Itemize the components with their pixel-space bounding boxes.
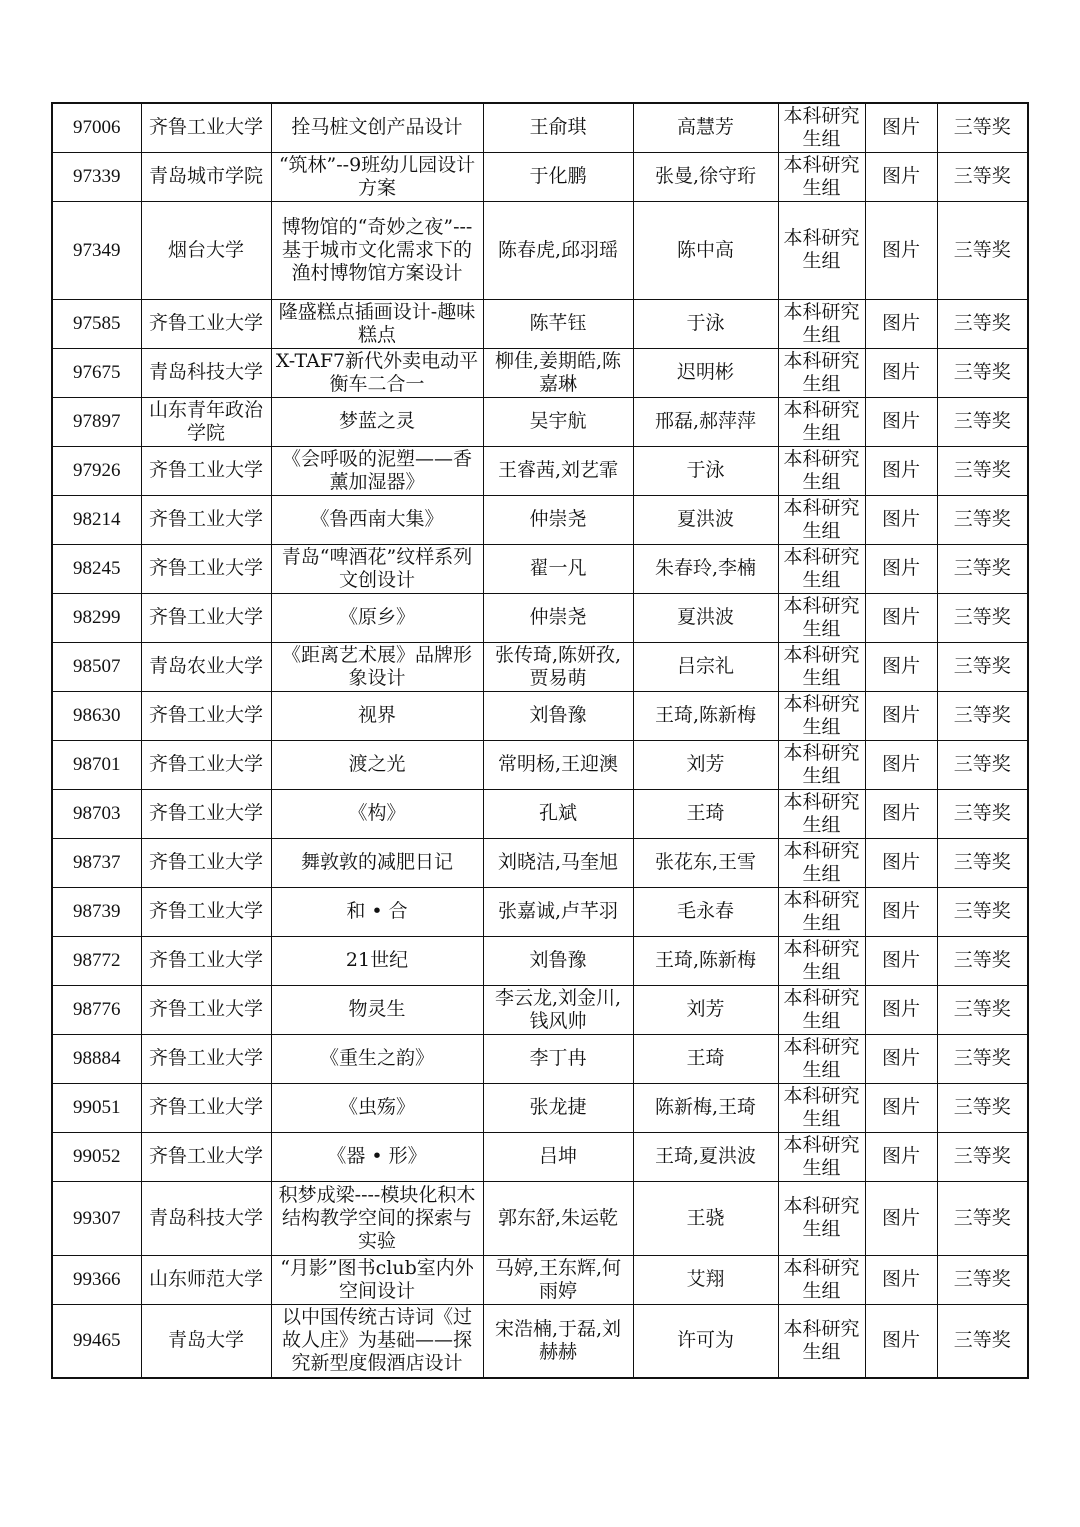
group: 本科研究生组 — [778, 789, 865, 838]
category: 图片 — [865, 1083, 937, 1132]
entry-id: 99052 — [52, 1132, 141, 1181]
category: 图片 — [865, 348, 937, 397]
school-name: 青岛科技大学 — [141, 348, 271, 397]
entry-id: 98703 — [52, 789, 141, 838]
entry-id: 99307 — [52, 1181, 141, 1255]
category: 图片 — [865, 152, 937, 201]
school-name: 齐鲁工业大学 — [141, 1034, 271, 1083]
category: 图片 — [865, 985, 937, 1034]
entry-id: 98299 — [52, 593, 141, 642]
entry-id: 97897 — [52, 397, 141, 446]
authors: 吴宇航 — [483, 397, 633, 446]
table-row — [52, 740, 1028, 789]
entry-id: 98507 — [52, 642, 141, 691]
entry-id: 97349 — [52, 201, 141, 299]
work-title: “月影”图书club室内外空间设计 — [271, 1255, 483, 1304]
awards-table-body — [52, 103, 1028, 1378]
group: 本科研究生组 — [778, 887, 865, 936]
table-row — [52, 1083, 1028, 1132]
entry-id: 98701 — [52, 740, 141, 789]
table-row — [52, 593, 1028, 642]
table-row — [52, 1034, 1028, 1083]
work-title: 《原乡》 — [271, 593, 483, 642]
work-title: 《器 • 形》 — [271, 1132, 483, 1181]
category: 图片 — [865, 397, 937, 446]
work-title: 《鲁西南大集》 — [271, 495, 483, 544]
table-row — [52, 691, 1028, 740]
advisor: 迟明彬 — [633, 348, 778, 397]
authors: 陈芊钰 — [483, 299, 633, 348]
group: 本科研究生组 — [778, 838, 865, 887]
award: 三等奖 — [937, 887, 1028, 936]
work-title: 21世纪 — [271, 936, 483, 985]
advisor: 王琦,夏洪波 — [633, 1132, 778, 1181]
category: 图片 — [865, 593, 937, 642]
category: 图片 — [865, 1304, 937, 1378]
table-row — [52, 1132, 1028, 1181]
group: 本科研究生组 — [778, 397, 865, 446]
award: 三等奖 — [937, 593, 1028, 642]
category: 图片 — [865, 838, 937, 887]
advisor: 王琦 — [633, 789, 778, 838]
category: 图片 — [865, 446, 937, 495]
table-row — [52, 936, 1028, 985]
table-row — [52, 544, 1028, 593]
advisor: 陈中高 — [633, 201, 778, 299]
table-row — [52, 348, 1028, 397]
work-title: 《会呼吸的泥塑——香薰加湿器》 — [271, 446, 483, 495]
work-title: 以中国传统古诗词《过故人庄》为基础——探究新型度假酒店设计 — [271, 1304, 483, 1378]
award: 三等奖 — [937, 1181, 1028, 1255]
entry-id: 97926 — [52, 446, 141, 495]
award: 三等奖 — [937, 936, 1028, 985]
school-name: 齐鲁工业大学 — [141, 887, 271, 936]
award: 三等奖 — [937, 152, 1028, 201]
award: 三等奖 — [937, 1034, 1028, 1083]
table-row — [52, 642, 1028, 691]
table-row — [52, 397, 1028, 446]
authors: 刘晓洁,马奎旭 — [483, 838, 633, 887]
award: 三等奖 — [937, 1083, 1028, 1132]
category: 图片 — [865, 887, 937, 936]
work-title: 物灵生 — [271, 985, 483, 1034]
school-name: 齐鲁工业大学 — [141, 103, 271, 152]
category: 图片 — [865, 642, 937, 691]
school-name: 烟台大学 — [141, 201, 271, 299]
entry-id: 97675 — [52, 348, 141, 397]
award: 三等奖 — [937, 446, 1028, 495]
advisor: 王骁 — [633, 1181, 778, 1255]
school-name: 青岛大学 — [141, 1304, 271, 1378]
authors: 柳佳,姜期皓,陈嘉琳 — [483, 348, 633, 397]
school-name: 青岛科技大学 — [141, 1181, 271, 1255]
authors: 于化鹏 — [483, 152, 633, 201]
table-row — [52, 1181, 1028, 1255]
work-title: 《距离艺术展》品牌形象设计 — [271, 642, 483, 691]
group: 本科研究生组 — [778, 985, 865, 1034]
entry-id: 98739 — [52, 887, 141, 936]
group: 本科研究生组 — [778, 299, 865, 348]
authors: 陈春虎,邱羽瑶 — [483, 201, 633, 299]
advisor: 许可为 — [633, 1304, 778, 1378]
entry-id: 98737 — [52, 838, 141, 887]
authors: 翟一凡 — [483, 544, 633, 593]
school-name: 青岛农业大学 — [141, 642, 271, 691]
advisor: 陈新梅,王琦 — [633, 1083, 778, 1132]
advisor: 张曼,徐守珩 — [633, 152, 778, 201]
work-title: “筑林”--9班幼儿园设计方案 — [271, 152, 483, 201]
category: 图片 — [865, 740, 937, 789]
entry-id: 99465 — [52, 1304, 141, 1378]
group: 本科研究生组 — [778, 348, 865, 397]
authors: 常明杨,王迎澳 — [483, 740, 633, 789]
table-row — [52, 789, 1028, 838]
authors: 孔斌 — [483, 789, 633, 838]
group: 本科研究生组 — [778, 1304, 865, 1378]
entry-id: 98630 — [52, 691, 141, 740]
entry-id: 98245 — [52, 544, 141, 593]
work-title: 渡之光 — [271, 740, 483, 789]
work-title: 博物馆的“奇妙之夜”---基于城市文化需求下的渔村博物馆方案设计 — [271, 201, 483, 299]
award: 三等奖 — [937, 1132, 1028, 1181]
category: 图片 — [865, 1181, 937, 1255]
category: 图片 — [865, 1132, 937, 1181]
authors: 仲崇尧 — [483, 593, 633, 642]
authors: 张嘉诚,卢芊羽 — [483, 887, 633, 936]
school-name: 齐鲁工业大学 — [141, 740, 271, 789]
entry-id: 97006 — [52, 103, 141, 152]
advisor: 朱春玲,李楠 — [633, 544, 778, 593]
school-name: 齐鲁工业大学 — [141, 446, 271, 495]
advisor: 刘芳 — [633, 985, 778, 1034]
work-title: 《构》 — [271, 789, 483, 838]
category: 图片 — [865, 103, 937, 152]
authors: 张龙捷 — [483, 1083, 633, 1132]
table-row — [52, 887, 1028, 936]
authors: 王睿茜,刘艺霏 — [483, 446, 633, 495]
school-name: 山东青年政治学院 — [141, 397, 271, 446]
advisor: 张花东,王雪 — [633, 838, 778, 887]
authors: 郭东舒,朱运乾 — [483, 1181, 633, 1255]
authors: 李丁冉 — [483, 1034, 633, 1083]
group: 本科研究生组 — [778, 1132, 865, 1181]
table-row — [52, 152, 1028, 201]
entry-id: 99366 — [52, 1255, 141, 1304]
advisor: 于泳 — [633, 446, 778, 495]
table-row — [52, 103, 1028, 152]
advisor: 王琦,陈新梅 — [633, 691, 778, 740]
advisor: 毛永春 — [633, 887, 778, 936]
authors: 马婷,王东辉,何雨婷 — [483, 1255, 633, 1304]
group: 本科研究生组 — [778, 1083, 865, 1132]
work-title: 拴马桩文创产品设计 — [271, 103, 483, 152]
entry-id: 98884 — [52, 1034, 141, 1083]
table-row — [52, 495, 1028, 544]
school-name: 青岛城市学院 — [141, 152, 271, 201]
school-name: 齐鲁工业大学 — [141, 985, 271, 1034]
school-name: 齐鲁工业大学 — [141, 789, 271, 838]
award: 三等奖 — [937, 740, 1028, 789]
group: 本科研究生组 — [778, 593, 865, 642]
advisor: 吕宗礼 — [633, 642, 778, 691]
category: 图片 — [865, 495, 937, 544]
award: 三等奖 — [937, 495, 1028, 544]
table-row — [52, 1255, 1028, 1304]
authors: 刘鲁豫 — [483, 936, 633, 985]
table-row — [52, 201, 1028, 299]
advisor: 夏洪波 — [633, 495, 778, 544]
authors: 刘鲁豫 — [483, 691, 633, 740]
award: 三等奖 — [937, 544, 1028, 593]
advisor: 邢磊,郝萍萍 — [633, 397, 778, 446]
group: 本科研究生组 — [778, 642, 865, 691]
award: 三等奖 — [937, 103, 1028, 152]
award: 三等奖 — [937, 1255, 1028, 1304]
category: 图片 — [865, 1255, 937, 1304]
category: 图片 — [865, 1034, 937, 1083]
school-name: 齐鲁工业大学 — [141, 544, 271, 593]
advisor: 于泳 — [633, 299, 778, 348]
school-name: 齐鲁工业大学 — [141, 1132, 271, 1181]
award: 三等奖 — [937, 789, 1028, 838]
advisor: 夏洪波 — [633, 593, 778, 642]
award: 三等奖 — [937, 838, 1028, 887]
category: 图片 — [865, 691, 937, 740]
entry-id: 98772 — [52, 936, 141, 985]
group: 本科研究生组 — [778, 740, 865, 789]
work-title: 积梦成梁----模块化积木结构教学空间的探索与实验 — [271, 1181, 483, 1255]
authors: 张传琦,陈妍孜,贾易萌 — [483, 642, 633, 691]
entry-id: 97585 — [52, 299, 141, 348]
award: 三等奖 — [937, 985, 1028, 1034]
advisor: 刘芳 — [633, 740, 778, 789]
group: 本科研究生组 — [778, 691, 865, 740]
work-title: 和 • 合 — [271, 887, 483, 936]
school-name: 齐鲁工业大学 — [141, 691, 271, 740]
group: 本科研究生组 — [778, 201, 865, 299]
entry-id: 98214 — [52, 495, 141, 544]
advisor: 王琦,陈新梅 — [633, 936, 778, 985]
authors: 仲崇尧 — [483, 495, 633, 544]
table-row — [52, 299, 1028, 348]
table-row — [52, 1304, 1028, 1378]
group: 本科研究生组 — [778, 936, 865, 985]
table-row — [52, 838, 1028, 887]
awards-table — [51, 102, 1029, 1379]
school-name: 齐鲁工业大学 — [141, 838, 271, 887]
award: 三等奖 — [937, 397, 1028, 446]
authors: 宋浩楠,于磊,刘赫赫 — [483, 1304, 633, 1378]
award: 三等奖 — [937, 642, 1028, 691]
table-row — [52, 446, 1028, 495]
entry-id: 99051 — [52, 1083, 141, 1132]
advisor: 高慧芳 — [633, 103, 778, 152]
table-row — [52, 985, 1028, 1034]
work-title: 青岛“啤酒花”纹样系列文创设计 — [271, 544, 483, 593]
group: 本科研究生组 — [778, 152, 865, 201]
work-title: 视界 — [271, 691, 483, 740]
award: 三等奖 — [937, 201, 1028, 299]
group: 本科研究生组 — [778, 1034, 865, 1083]
authors: 王俞琪 — [483, 103, 633, 152]
school-name: 齐鲁工业大学 — [141, 495, 271, 544]
category: 图片 — [865, 789, 937, 838]
work-title: 《虫殇》 — [271, 1083, 483, 1132]
authors: 李云龙,刘金川,钱风帅 — [483, 985, 633, 1034]
school-name: 山东师范大学 — [141, 1255, 271, 1304]
work-title: 隆盛糕点插画设计-趣味糕点 — [271, 299, 483, 348]
authors: 吕坤 — [483, 1132, 633, 1181]
group: 本科研究生组 — [778, 1255, 865, 1304]
award: 三等奖 — [937, 1304, 1028, 1378]
award: 三等奖 — [937, 299, 1028, 348]
school-name: 齐鲁工业大学 — [141, 1083, 271, 1132]
work-title: 梦蓝之灵 — [271, 397, 483, 446]
category: 图片 — [865, 936, 937, 985]
school-name: 齐鲁工业大学 — [141, 299, 271, 348]
group: 本科研究生组 — [778, 544, 865, 593]
entry-id: 98776 — [52, 985, 141, 1034]
school-name: 齐鲁工业大学 — [141, 593, 271, 642]
school-name: 齐鲁工业大学 — [141, 936, 271, 985]
work-title: 《重生之韵》 — [271, 1034, 483, 1083]
group: 本科研究生组 — [778, 1181, 865, 1255]
category: 图片 — [865, 299, 937, 348]
award: 三等奖 — [937, 348, 1028, 397]
advisor: 艾翔 — [633, 1255, 778, 1304]
work-title: 舞敦敦的减肥日记 — [271, 838, 483, 887]
category: 图片 — [865, 544, 937, 593]
group: 本科研究生组 — [778, 446, 865, 495]
award: 三等奖 — [937, 691, 1028, 740]
category: 图片 — [865, 201, 937, 299]
work-title: X-TAF7新代外卖电动平衡车二合一 — [271, 348, 483, 397]
entry-id: 97339 — [52, 152, 141, 201]
advisor: 王琦 — [633, 1034, 778, 1083]
group: 本科研究生组 — [778, 103, 865, 152]
group: 本科研究生组 — [778, 495, 865, 544]
